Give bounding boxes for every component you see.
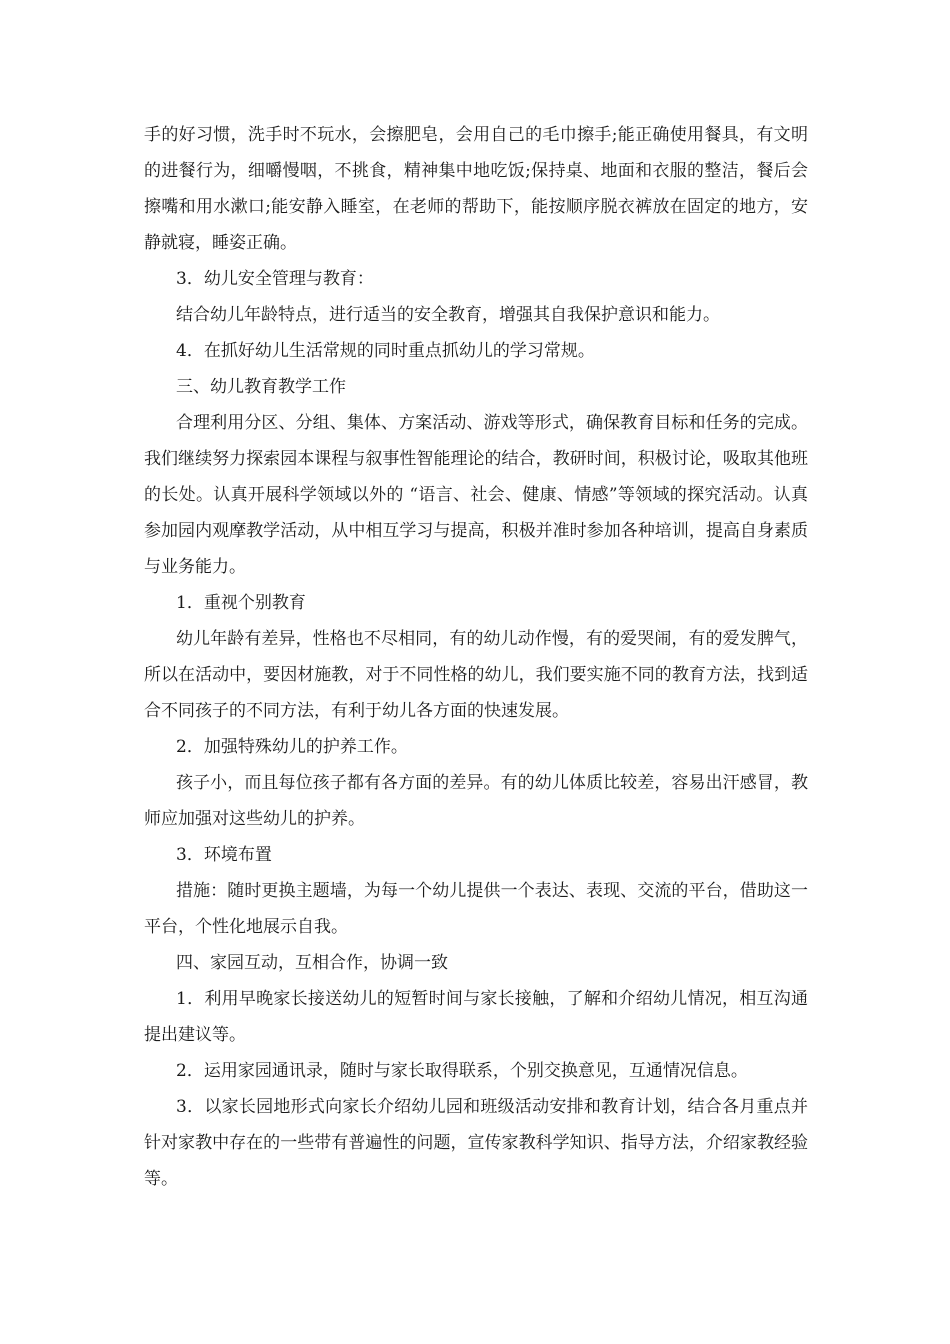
subheading-safety: 3．幼儿安全管理与教育： [176,269,374,289]
paragraph-teaching: 合理利用分区、分组、集体、方案活动、游戏等形式，确保教育目标和任务的完成。我们继续努力探索园本课程与叙事性智能理论的结合，教研时间，积极讨论，吸取其他班的长处。认真开展科学领域以外的 “语言、社会、健康、情感”等领域的探究活动。认真参加园内观摩教学活动，从中相互学习与提高，积极并准时参加各种培训，提高自身素质与业务能力。 [144,413,808,577]
subheading-learning-routine: 4．在抓好幼儿生活常规的同时重点抓幼儿的学习常规。 [176,341,595,361]
document-body [144,117,808,1197]
paragraph-environment: 措施：随时更换主题墙，为每一个幼儿提供一个表达、表现、交流的平台，借助这一平台，个性化地展示自我。 [144,881,808,937]
section-heading-home-school: 四、家园互动，互相合作，协调一致 [176,953,448,973]
paragraph-continuation: 手的好习惯，洗手时不玩水，会擦肥皂，会用自己的毛巾擦手;能正确使用餐具，有文明的进餐行为，细嚼慢咽，不挑食，精神集中地吃饭;保持桌、地面和衣服的整洁，餐后会擦嘴和用水漱口;能安静入睡室，在老师的帮助下，能按顺序脱衣裤放在固定的地方，安静就寝，睡姿正确。 [144,125,808,253]
paragraph-safety: 结合幼儿年龄特点，进行适当的安全教育，增强其自我保护意识和能力。 [176,305,720,325]
paragraph-home-school-1: 1．利用早晚家长接送幼儿的短暂时间与家长接触，了解和介绍幼儿情况，相互沟通提出建议等。 [144,989,808,1045]
subheading-individual: 1．重视个别教育 [176,593,306,613]
subheading-special-care: 2．加强特殊幼儿的护养工作。 [176,737,408,757]
paragraph-home-school-3: 3．以家长园地形式向家长介绍幼儿园和班级活动安排和教育计划，结合各月重点并针对家教中存在的一些带有普遍性的问题，宣传家教科学知识、指导方法，介绍家教经验等。 [144,1097,808,1189]
section-heading-teaching: 三、幼儿教育教学工作 [176,377,346,397]
paragraph-individual: 幼儿年龄有差异，性格也不尽相同，有的幼儿动作慢，有的爱哭闹，有的爱发脾气，所以在活动中，要因材施教，对于不同性格的幼儿，我们要实施不同的教育方法，找到适合不同孩子的不同方法，有利于幼儿各方面的快速发展。 [144,629,808,721]
subheading-environment: 3．环境布置 [176,845,272,865]
paragraph-home-school-2: 2．运用家园通讯录，随时与家长取得联系，个别交换意见，互通情况信息。 [176,1061,748,1081]
paragraph-special-care: 孩子小，而且每位孩子都有各方面的差异。有的幼儿体质比较差，容易出汗感冒，教师应加强对这些幼儿的护养。 [144,773,808,829]
